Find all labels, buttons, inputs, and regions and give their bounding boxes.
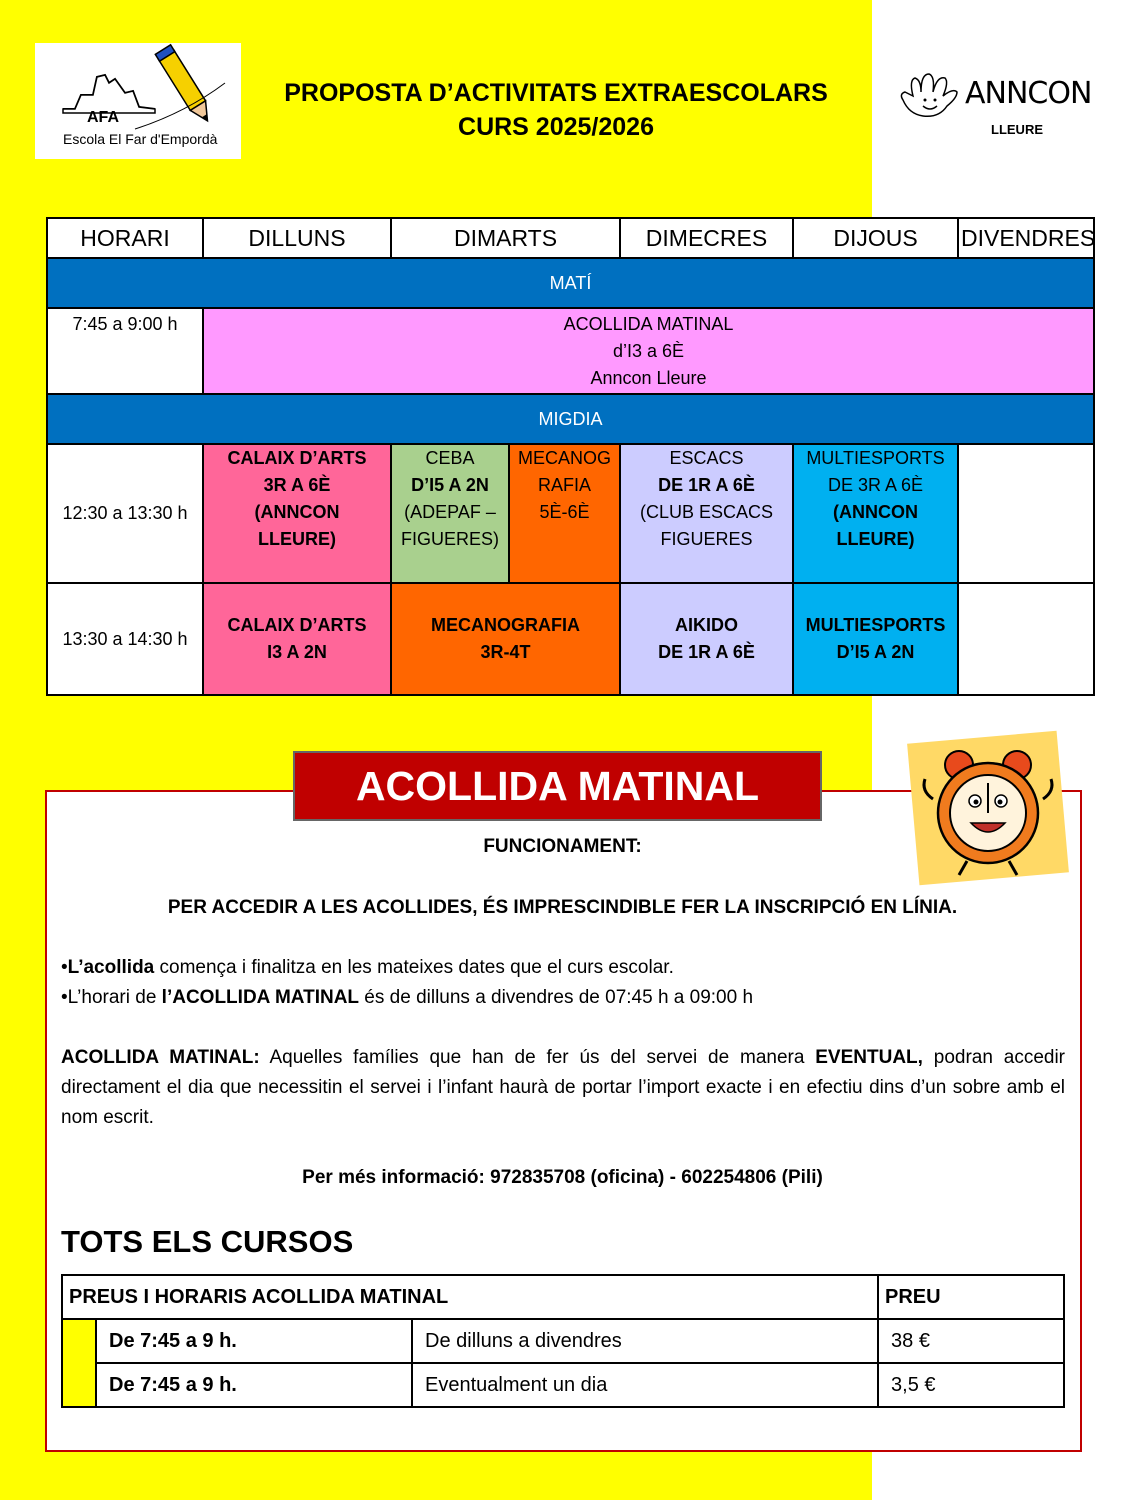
bullet-2-pre: L’horari de [67, 987, 162, 1008]
logo-school-text: Escola El Far d'Empordà [63, 131, 218, 147]
cell-line: D’I5 A 2N [411, 475, 489, 495]
cell-line: D’I5 A 2N [836, 642, 915, 662]
cell-line: LLEURE) [258, 529, 336, 549]
price-row [62, 1363, 1064, 1407]
cell-line: FIGUERES [660, 529, 753, 549]
morning-activity [203, 308, 1094, 394]
bullet-1-text: comença i finalitza en les mateixes dates que el curs escolar. [154, 957, 674, 978]
cell-line: MULTIESPORTS [806, 448, 945, 468]
band-migdia: MIGDIA [47, 394, 1094, 444]
para-bold-2: EVENTUAL, [815, 1047, 923, 1068]
cell-line: MECANOG [517, 448, 611, 468]
row2-dimarts [391, 583, 620, 695]
header-dijous: DIJOUS [793, 218, 958, 258]
cell-line: AIKIDO [675, 615, 738, 635]
cell-line: I3 A 2N [267, 642, 327, 662]
cell-line: MULTIESPORTS [805, 615, 946, 635]
yellow-marker [62, 1319, 96, 1407]
cell-line: DE 1R A 6È [658, 642, 755, 662]
row1-dilluns [203, 444, 391, 583]
row1-ceba [391, 444, 509, 583]
page-title [250, 76, 862, 144]
morning-line-2: d’I3 a 6È [612, 340, 685, 361]
morning-line-3: Anncon Lleure [590, 367, 707, 388]
cell-line: (CLUB ESCACS [639, 502, 774, 522]
price-value: 38 € [878, 1319, 1064, 1363]
price-days: De dilluns a divendres [412, 1319, 878, 1363]
inscripcio-notice: PER ACCEDIR A LES ACOLLIDES, ÉS IMPRESCINDIBLE FER LA INSCRIPCIÓ EN LÍNIA. [167, 897, 958, 918]
eventual-paragraph [61, 1043, 1065, 1133]
morning-time: 7:45 a 9:00 h [47, 308, 203, 394]
afa-logo [35, 43, 241, 159]
cell-line: 5È-6È [539, 502, 590, 522]
cell-line: ESCACS [669, 448, 744, 468]
section-title: TOTS ELS CURSOS [61, 1224, 354, 1259]
logo-afa-text: AFA [87, 109, 119, 126]
prices-table [61, 1274, 1065, 1408]
bullet-1-bold: L’acollida [67, 957, 155, 978]
row1-divendres [958, 444, 1094, 583]
cell-line: (ANNCON [254, 502, 340, 522]
row2-divendres [958, 583, 1094, 695]
morning-line-1: ACOLLIDA MATINAL [563, 313, 734, 334]
para-bold: ACOLLIDA MATINAL: [61, 1047, 260, 1068]
schedule-header-row [47, 218, 1094, 258]
funcionament-heading: FUNCIONAMENT: [483, 836, 642, 857]
para-mid: Aquelles famílies que han de fer ús del servei de manera [259, 1047, 816, 1068]
cell-line: CEBA [425, 448, 475, 468]
header-dimarts: DIMARTS [391, 218, 620, 258]
cell-line: 3R-4T [480, 642, 531, 662]
cell-line: DE 1R A 6È [658, 475, 755, 495]
cell-line: FIGUERES) [400, 529, 499, 549]
cell-line: DE 3R A 6È [827, 475, 924, 495]
title-line-2: CURS 2025/2026 [458, 113, 654, 141]
cell-line: RAFIA [537, 475, 591, 495]
cell-line: (ADEPAF – [404, 502, 496, 522]
row2-dilluns [203, 583, 391, 695]
cell-line: CALAIX D’ARTS [227, 448, 367, 468]
header-divendres: DIVENDRES [958, 218, 1094, 258]
para-rest: podran accedir directament el dia que necessitin el servei i l’infant haurà de portar l’import exacte i en efectiu dins d’un sobre amb el nom escrit. [61, 1047, 1065, 1128]
alarm-clock-icon [907, 729, 1069, 887]
price-value: 3,5 € [878, 1363, 1064, 1407]
cell-line: CALAIX D’ARTS [227, 615, 367, 635]
row1-dijous [793, 444, 958, 583]
anncon-name: ANNCON [965, 76, 1092, 111]
hand-icon [895, 66, 975, 126]
price-time: De 7:45 a 9 h. [96, 1363, 412, 1407]
bullet-2-text: és de dilluns a divendres de 07:45 h a 09:00 h [359, 987, 754, 1008]
cell-line: 3R A 6È [263, 475, 331, 495]
header-horari: HORARI [47, 218, 203, 258]
row2-dijous [793, 583, 958, 695]
row1-time: 12:30 a 13:30 h [47, 444, 203, 583]
cell-line: MECANOGRAFIA [431, 615, 580, 635]
contact-info: Per més informació: 972835708 (oficina) - 602254806 (Pili) [302, 1167, 823, 1188]
acollida-banner: ACOLLIDA MATINAL [293, 751, 822, 821]
title-line-1: PROPOSTA D’ACTIVITATS EXTRAESCOLARS [284, 79, 828, 107]
price-time: De 7:45 a 9 h. [96, 1319, 412, 1363]
price-row [62, 1319, 1064, 1363]
header-dimecres: DIMECRES [620, 218, 793, 258]
row1-mecanografia [509, 444, 620, 583]
anncon-logo [895, 60, 1095, 140]
anncon-sub: LLEURE [991, 122, 1043, 137]
prices-header-label: PREUS I HORARIS ACOLLIDA MATINAL [62, 1275, 878, 1319]
schedule-table [46, 217, 1095, 696]
bullet-2-bold: l’ACOLLIDA MATINAL [161, 987, 360, 1008]
bullet-1: •L’acollida comença i finalitza en les mateixes dates que el curs escolar. [61, 957, 674, 978]
row1-dimecres [620, 444, 793, 583]
band-mati: MATÍ [47, 258, 1094, 308]
header-dilluns: DILLUNS [203, 218, 391, 258]
row2-time: 13:30 a 14:30 h [47, 583, 203, 695]
prices-header-price: PREU [878, 1275, 1064, 1319]
price-days: Eventualment un dia [412, 1363, 878, 1407]
bullet-2: •L’horari de l’ACOLLIDA MATINAL és de dilluns a divendres de 07:45 h a 09:00 h [61, 987, 754, 1008]
cell-line: (ANNCON [833, 502, 918, 522]
cell-line: LLEURE) [836, 529, 915, 549]
row2-dimecres [620, 583, 793, 695]
